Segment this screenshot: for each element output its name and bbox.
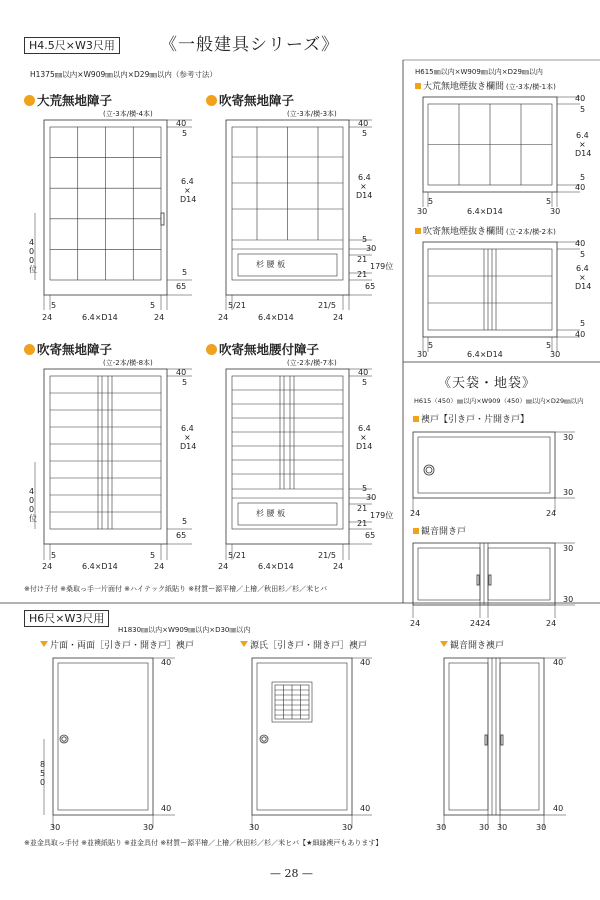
panel4-count: (立-2本/横-7本) [287,359,337,367]
p3-d5c: 5 [51,551,57,560]
r2-dx: × [579,273,586,282]
p4-d40: 40 [358,368,369,377]
panel2-title: 吹寄無地障子 [206,95,294,108]
b1-d30b: 30 [143,823,154,832]
r2-d5: 5 [580,250,586,259]
f2-d30: 30 [563,544,574,553]
p4-d521: 5/21 [228,551,246,560]
p3-d64D14: 6.4×D14 [82,562,118,571]
f1-d24b: 24 [546,509,557,518]
r2-d5d: 5 [546,341,552,350]
p4-d64D14: 6.4×D14 [258,562,294,571]
r1-d5d: 5 [546,197,552,206]
r1-d5b: 5 [580,173,586,182]
fukuro-title: 《天袋・地袋》 [438,376,537,391]
p4-d65: 65 [365,531,376,540]
r1-dx: × [579,140,586,149]
p1-d24: 24 [42,313,53,322]
p2-d21: 21 [357,255,368,264]
series-title: 《一般建具シリーズ》 [160,35,340,55]
size-tag-6: H6尺×W3尺用 [24,610,109,627]
size-tag-45: H4.5尺×W3尺用 [24,37,120,54]
f1-d30: 30 [563,433,574,442]
p3-d24b: 24 [154,562,165,571]
p3-d400: 4 0 0 位 [29,487,37,523]
b1-d30: 30 [50,823,61,832]
p1-dx: × [184,186,191,195]
p2-d5: 5 [362,129,368,138]
b3-d30b: 30 [479,823,490,832]
b2-d30b: 30 [342,823,353,832]
p3-d5: 5 [182,378,188,387]
p2-d24: 24 [218,313,229,322]
r2-d64D14: 6.4×D14 [467,350,503,359]
r2-d40b: 40 [575,330,586,339]
p3-d24: 24 [42,562,53,571]
r1-d30: 30 [417,207,428,216]
p1-d24b: 24 [154,313,165,322]
b2-title: 源氏［引き戸・開き戸］襖戸 [240,641,367,651]
b1-title: 片面・両面［引き戸・開き戸］襖戸 [40,641,194,651]
p3-d5b: 5 [182,517,188,526]
b1-d40b: 40 [161,804,172,813]
p2-d215: 21/5 [318,301,336,310]
f2-d30b: 30 [563,595,574,604]
p2-d21b: 21 [357,270,368,279]
r2-d30b: 30 [550,350,561,359]
panel4-title: 吹寄無地腰付障子 [206,344,319,357]
p1-d64: 6.4 [181,177,194,186]
p3-d40: 40 [176,368,187,377]
p4-dD14: D14 [356,442,373,451]
p1-d5b: 5 [182,268,188,277]
r2-dD14: D14 [575,282,592,291]
f1-d24: 24 [410,509,421,518]
right-spec: H615㎜以内×W909㎜以内×D29㎜以内 [415,68,543,76]
panel1-title: 大荒無地障子 [24,95,112,108]
panel3-count: (立-2本/横-8本) [103,359,153,367]
r1-d30b: 30 [550,207,561,216]
f2-d24b: 24 [546,619,557,628]
p4-d5b: 5 [362,484,368,493]
p4-d64: 6.4 [358,424,371,433]
r1-title: 大荒無地煙抜き欄間 (立-3本/横-1本) [415,83,556,92]
r1-d5: 5 [580,105,586,114]
b3-d30c: 30 [497,823,508,832]
p2-d64D14: 6.4×D14 [258,313,294,322]
r1-dD14: D14 [575,149,592,158]
top-spec: H1375㎜以内×W909㎜以内×D29㎜以内（参考寸法） [30,70,217,79]
p1-dD14: D14 [180,195,197,204]
p2-d521: 5/21 [228,301,246,310]
r2-d64: 6.4 [576,264,589,273]
p2-dD14: D14 [356,191,373,200]
r2-d30: 30 [417,350,428,359]
r1-d64D14: 6.4×D14 [467,207,503,216]
p2-dx: × [360,182,367,191]
p3-dD14: D14 [180,442,197,451]
f1-title: 襖戸【引き戸・片開き戸】 [413,416,529,425]
r1-d5c: 5 [428,197,434,206]
b1-d40: 40 [161,658,172,667]
p4-d21: 21 [357,504,368,513]
p4-d21b: 21 [357,519,368,528]
f2-d24: 24 [410,619,421,628]
f1-d30b: 30 [563,488,574,497]
panel2-count: (立-3本/横-3本) [287,110,337,118]
p1-d5c: 5 [51,301,57,310]
r2-d5c: 5 [428,341,434,350]
p1-d64D14: 6.4×D14 [82,313,118,322]
fukuro-spec: H615（450）㎜以内×W909（450）㎜以内×D29㎜以内 [414,397,584,405]
f2-title: 観音開き戸 [413,528,466,537]
p1-d5: 5 [182,129,188,138]
p1-d65: 65 [176,282,187,291]
p2-d64: 6.4 [358,173,371,182]
p2-d179: 179位 [370,262,394,271]
panel1-count: (立-3本/横-4本) [103,110,153,118]
panel3-title: 吹寄無地障子 [24,344,112,357]
p1-d400: 4 0 0 位 [29,238,37,274]
r2-d40: 40 [575,239,586,248]
p2-d30: 30 [366,244,377,253]
p4-d24b: 24 [333,562,344,571]
p3-d65: 65 [176,531,187,540]
p4-d215: 21/5 [318,551,336,560]
p2-d5b: 5 [362,235,368,244]
r2-d5b: 5 [580,319,586,328]
p4-d5: 5 [362,378,368,387]
b2-d40: 40 [360,658,371,667]
r1-d40: 40 [575,94,586,103]
p4-koshi: 杉 腰 板 [256,509,286,518]
b3-title: 観音開き襖戸 [440,641,504,651]
p4-d24: 24 [218,562,229,571]
bottom-note: ※並金具取っ手付 ※並襖紙貼り ※並金具付 ※材質ー源平檜／上檜／秋田杉／杉／米ヒバ【★細縁襖戸もあります】 [24,839,383,847]
b1-d850: 8 5 0 [40,760,46,787]
b3-d30: 30 [436,823,447,832]
r1-d64: 6.4 [576,131,589,140]
r1-d40b: 40 [575,183,586,192]
p4-d179: 179位 [370,511,394,520]
p2-d65: 65 [365,282,376,291]
p3-dx: × [184,433,191,442]
p2-koshi: 杉 腰 板 [256,260,286,269]
bottom-spec: H1830㎜以内×W909㎜以内×D30㎜以内 [118,626,251,634]
p4-d30: 30 [366,493,377,502]
b2-d40b: 40 [360,804,371,813]
page-number: — 28 — [270,867,313,880]
p1-d40: 40 [176,119,187,128]
middle-note: ※付け子付 ※桑取っ手一片面付 ※ハイテック紙貼り ※材質ー源平檜／上檜／秋田杉／杉／米ヒバ [24,585,328,593]
p4-dx: × [360,433,367,442]
r2-title: 吹寄無地煙抜き欄間 (立-2本/横-2本) [415,228,556,237]
p3-d64: 6.4 [181,424,194,433]
p3-d5d: 5 [150,551,156,560]
b2-d30: 30 [249,823,260,832]
b3-d30d: 30 [536,823,547,832]
p2-d24b: 24 [333,313,344,322]
p1-d5d: 5 [150,301,156,310]
b3-d40: 40 [553,658,564,667]
f2-d2424: 2424 [470,619,491,628]
p2-d40: 40 [358,119,369,128]
b3-d40b: 40 [553,804,564,813]
